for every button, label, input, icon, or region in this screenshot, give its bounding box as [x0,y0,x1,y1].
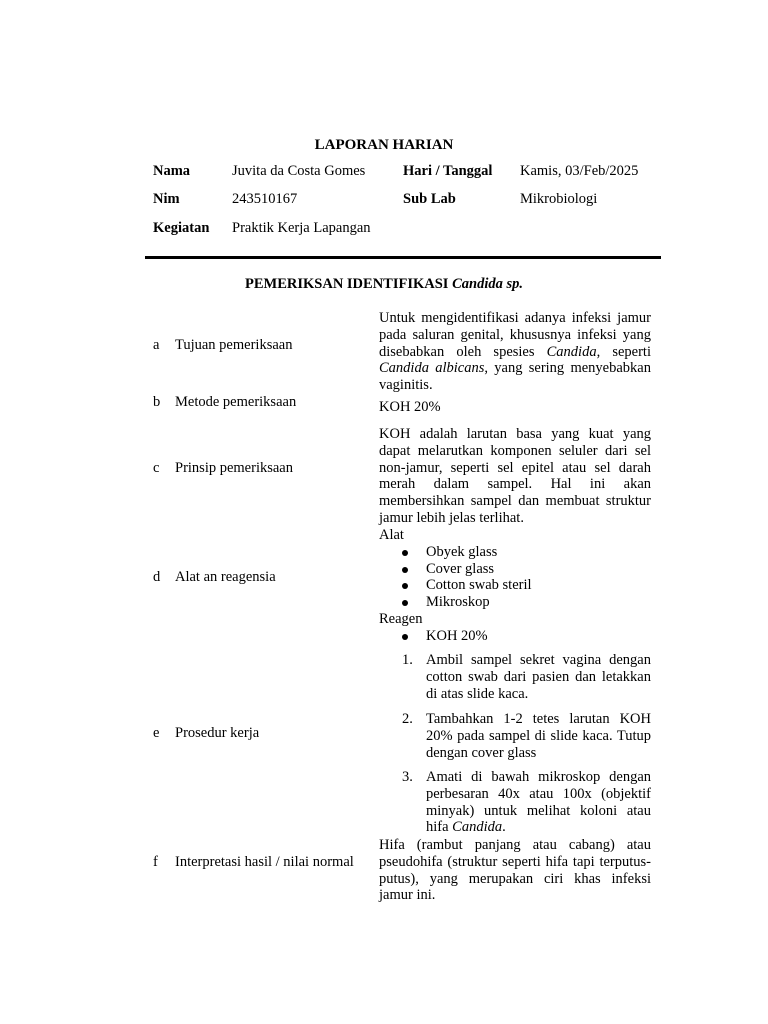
step-text: Ambil sampel sekret vagina dengan cotton swab dari pasien dan letakkan di atas slide kaca. [426,652,651,702]
report-title: LAPORAN HARIAN [314,137,454,153]
nama-value: Juvita da Costa Gomes [232,163,366,179]
item-b-text: KOH 20% [379,399,441,415]
procedure-step [379,711,651,761]
kegiatan-label: Kegiatan [153,220,210,236]
nim-value: 243510167 [232,191,298,207]
step-number: 1. [402,652,413,668]
item-a-text: Untuk mengidentifikasi adanya infeksi jamur pada saluran genital, khususnya infeksi yang disebabkan oleh spesies Candida, seperti Candida albicans, yang sering menyebabkan vaginitis. [379,310,651,394]
step-text: Tambahkan 1-2 tetes larutan KOH 20% pada sampel di slide kaca. Tutup dengan cover glass [426,711,651,761]
item-b-label: Metode pemeriksaan [175,394,297,410]
procedure-step [379,769,651,836]
item-e-letter: e [153,725,160,741]
step-number: 3. [402,769,413,785]
item-c-letter: c [153,460,160,476]
section-title-prefix: PEMERIKSAN IDENTIFIKASI [245,276,453,292]
list-item: KOH 20% [379,628,651,645]
sublab-value: Mikrobiologi [520,191,598,207]
sublab-label: Sub Lab [403,191,456,207]
kegiatan-value: Praktik Kerja Lapangan [232,220,371,236]
bullet-icon [402,583,408,589]
reagen-heading: Reagen [379,610,423,627]
alat-heading: Alat [379,527,404,543]
item-e-label: Prosedur kerja [175,725,260,741]
list-item: Cotton swab steril [379,577,651,594]
item-c-label: Prinsip pemeriksaan [175,460,293,476]
step-number: 2. [402,711,413,727]
list-item: Obyek glass [379,544,651,561]
procedure-step [379,652,651,702]
hari-tanggal-label: Hari / Tanggal [403,163,493,179]
section-title [0,276,768,293]
item-b-letter: b [153,394,161,410]
item-c-text: KOH adalah larutan basa yang kuat yang dapat melarutkan komponen seluler dari sel non-jamur, seperti sel epitel atau sel darah merah dalam sampel. Hal ini akan membersihkan sampel dan membuat struktur jamur lebih jelas terlihat. [379,426,651,526]
header-divider [145,256,661,259]
item-f-label: Interpretasi hasil / nilai normal [175,854,354,870]
bullet-icon [402,567,408,573]
list-item: Cover glass [379,561,651,578]
item-a-letter: a [153,337,160,353]
section-title-species: Candida sp. [452,276,523,292]
bullet-icon [402,634,408,640]
item-f-letter: f [153,854,158,870]
step-text: Amati di bawah mikroskop dengan perbesaran 40x atau 100x (objektif minyak) untuk melihat koloni atau hifa Candida. [426,769,651,836]
item-f-text: Hifa (rambut panjang atau cabang) atau pseudohifa (struktur seperti hifa tapi terputus-putus), yang merupakan ciri khas infeksi jamur ini. [379,837,651,904]
item-d-list [379,527,651,645]
item-a-label: Tujuan pemeriksaan [175,337,293,353]
item-d-label: Alat an reagensia [175,569,276,585]
bullet-icon [402,550,408,556]
list-item: Mikroskop [379,594,651,611]
bullet-icon [402,600,408,606]
nim-label: Nim [153,191,180,207]
item-d-letter: d [153,569,161,585]
hari-tanggal-value: Kamis, 03/Feb/2025 [520,163,639,179]
nama-label: Nama [153,163,191,179]
